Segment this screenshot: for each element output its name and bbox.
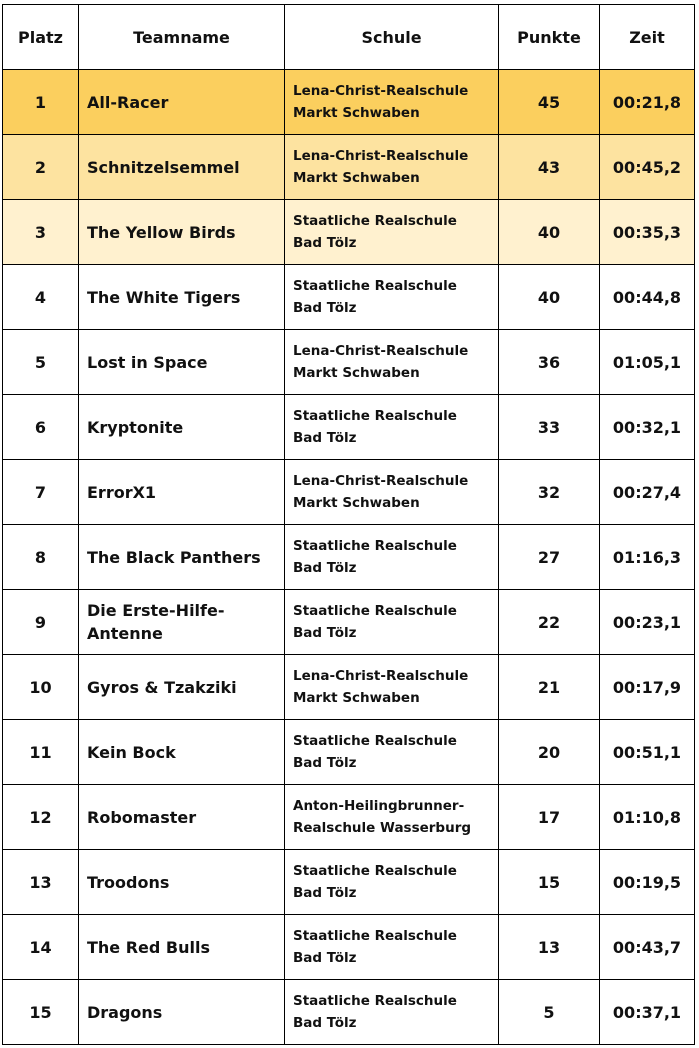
ranking-rows (3, 70, 695, 1045)
schule-line-2: Bad Tölz (293, 625, 357, 641)
schule-cell (285, 915, 499, 980)
punkte-cell: 33 (499, 395, 600, 460)
schule-cell (285, 980, 499, 1045)
platz-cell: 6 (3, 395, 79, 460)
platz-cell: 14 (3, 915, 79, 980)
schule-line-2: Bad Tölz (293, 755, 357, 771)
zeit-cell: 00:35,3 (600, 200, 695, 265)
zeit-cell: 00:44,8 (600, 265, 695, 330)
schule-line-1: Staatliche Realschule (293, 863, 457, 879)
schule-cell (285, 70, 499, 135)
schule-cell (285, 720, 499, 785)
schule-line-2: Markt Schwaben (293, 495, 420, 511)
zeit-cell: 01:05,1 (600, 330, 695, 395)
punkte-cell: 32 (499, 460, 600, 525)
zeit-cell: 00:43,7 (600, 915, 695, 980)
schule-cell (285, 590, 499, 655)
punkte-cell: 21 (499, 655, 600, 720)
table-row (3, 980, 695, 1045)
schule-cell (285, 460, 499, 525)
teamname-cell: The Yellow Birds (79, 200, 285, 265)
ranking-table (2, 4, 695, 1045)
table-row (3, 135, 695, 200)
schule-cell (285, 655, 499, 720)
teamname-cell: Troodons (79, 850, 285, 915)
platz-cell: 11 (3, 720, 79, 785)
punkte-cell: 45 (499, 70, 600, 135)
table-row (3, 655, 695, 720)
punkte-cell: 15 (499, 850, 600, 915)
zeit-cell: 00:17,9 (600, 655, 695, 720)
teamname-cell: Kein Bock (79, 720, 285, 785)
header-schule: Schule (285, 5, 499, 70)
platz-cell: 7 (3, 460, 79, 525)
punkte-cell: 40 (499, 200, 600, 265)
zeit-cell: 00:23,1 (600, 590, 695, 655)
punkte-cell: 20 (499, 720, 600, 785)
schule-line-2: Bad Tölz (293, 1015, 357, 1031)
schule-cell (285, 850, 499, 915)
teamname-cell: The Red Bulls (79, 915, 285, 980)
zeit-cell: 01:16,3 (600, 525, 695, 590)
schule-line-1: Staatliche Realschule (293, 993, 457, 1009)
zeit-cell: 00:51,1 (600, 720, 695, 785)
teamname-cell: Dragons (79, 980, 285, 1045)
punkte-cell: 22 (499, 590, 600, 655)
zeit-cell: 00:19,5 (600, 850, 695, 915)
zeit-cell: 00:32,1 (600, 395, 695, 460)
schule-line-1: Lena-Christ-Realschule (293, 668, 469, 684)
table-row (3, 915, 695, 980)
table-row (3, 395, 695, 460)
schule-line-2: Bad Tölz (293, 560, 357, 576)
schule-line-2: Bad Tölz (293, 950, 357, 966)
schule-cell (285, 330, 499, 395)
schule-line-2: Markt Schwaben (293, 105, 420, 121)
platz-cell: 15 (3, 980, 79, 1045)
header-zeit: Zeit (600, 5, 695, 70)
schule-line-2: Realschule Wasserburg (293, 820, 472, 836)
table-row (3, 330, 695, 395)
schule-line-1: Staatliche Realschule (293, 213, 457, 229)
schule-line-2: Markt Schwaben (293, 690, 420, 706)
platz-cell: 9 (3, 590, 79, 655)
schule-line-2: Bad Tölz (293, 300, 357, 316)
header-row (3, 5, 695, 70)
teamname-cell: Die Erste-Hilfe-Antenne (79, 590, 285, 655)
table-row (3, 200, 695, 265)
schule-cell (285, 785, 499, 850)
teamname-cell: ErrorX1 (79, 460, 285, 525)
schule-line-1: Staatliche Realschule (293, 538, 457, 554)
schule-line-1: Staatliche Realschule (293, 278, 457, 294)
platz-cell: 13 (3, 850, 79, 915)
platz-cell: 8 (3, 525, 79, 590)
platz-cell: 3 (3, 200, 79, 265)
table-row (3, 590, 695, 655)
zeit-cell: 00:27,4 (600, 460, 695, 525)
teamname-cell: The White Tigers (79, 265, 285, 330)
schule-cell (285, 525, 499, 590)
header-punkte: Punkte (499, 5, 600, 70)
teamname-cell: All-Racer (79, 70, 285, 135)
zeit-cell: 00:45,2 (600, 135, 695, 200)
platz-cell: 4 (3, 265, 79, 330)
platz-cell: 12 (3, 785, 79, 850)
platz-cell: 2 (3, 135, 79, 200)
header-teamname: Teamname (79, 5, 285, 70)
table-row (3, 850, 695, 915)
schule-line-2: Bad Tölz (293, 430, 357, 446)
schule-line-1: Staatliche Realschule (293, 408, 457, 424)
schule-line-2: Bad Tölz (293, 235, 357, 251)
schule-cell (285, 265, 499, 330)
schule-line-1: Lena-Christ-Realschule (293, 473, 469, 489)
teamname-cell: Robomaster (79, 785, 285, 850)
zeit-cell: 00:21,8 (600, 70, 695, 135)
schule-cell (285, 135, 499, 200)
schule-line-2: Bad Tölz (293, 885, 357, 901)
teamname-cell: Schnitzelsemmel (79, 135, 285, 200)
punkte-cell: 43 (499, 135, 600, 200)
schule-line-1: Staatliche Realschule (293, 603, 457, 619)
table-row (3, 70, 695, 135)
schule-line-2: Markt Schwaben (293, 170, 420, 186)
table-row (3, 460, 695, 525)
teamname-cell: Lost in Space (79, 330, 285, 395)
table-row (3, 785, 695, 850)
schule-line-1: Lena-Christ-Realschule (293, 83, 469, 99)
schule-line-2: Markt Schwaben (293, 365, 420, 381)
table-row (3, 720, 695, 785)
teamname-cell: The Black Panthers (79, 525, 285, 590)
zeit-cell: 00:37,1 (600, 980, 695, 1045)
schule-line-1: Staatliche Realschule (293, 733, 457, 749)
punkte-cell: 40 (499, 265, 600, 330)
schule-line-1: Staatliche Realschule (293, 928, 457, 944)
punkte-cell: 36 (499, 330, 600, 395)
platz-cell: 5 (3, 330, 79, 395)
platz-cell: 1 (3, 70, 79, 135)
header-platz: Platz (3, 5, 79, 70)
schule-cell (285, 395, 499, 460)
punkte-cell: 17 (499, 785, 600, 850)
schule-line-1: Lena-Christ-Realschule (293, 148, 469, 164)
schule-line-1: Anton-Heilingbrunner- (293, 798, 465, 814)
platz-cell: 10 (3, 655, 79, 720)
schule-cell (285, 200, 499, 265)
punkte-cell: 13 (499, 915, 600, 980)
zeit-cell: 01:10,8 (600, 785, 695, 850)
table-row (3, 265, 695, 330)
schule-line-1: Lena-Christ-Realschule (293, 343, 469, 359)
punkte-cell: 27 (499, 525, 600, 590)
punkte-cell: 5 (499, 980, 600, 1045)
table-row (3, 525, 695, 590)
teamname-cell: Gyros & Tzakziki (79, 655, 285, 720)
teamname-cell: Kryptonite (79, 395, 285, 460)
